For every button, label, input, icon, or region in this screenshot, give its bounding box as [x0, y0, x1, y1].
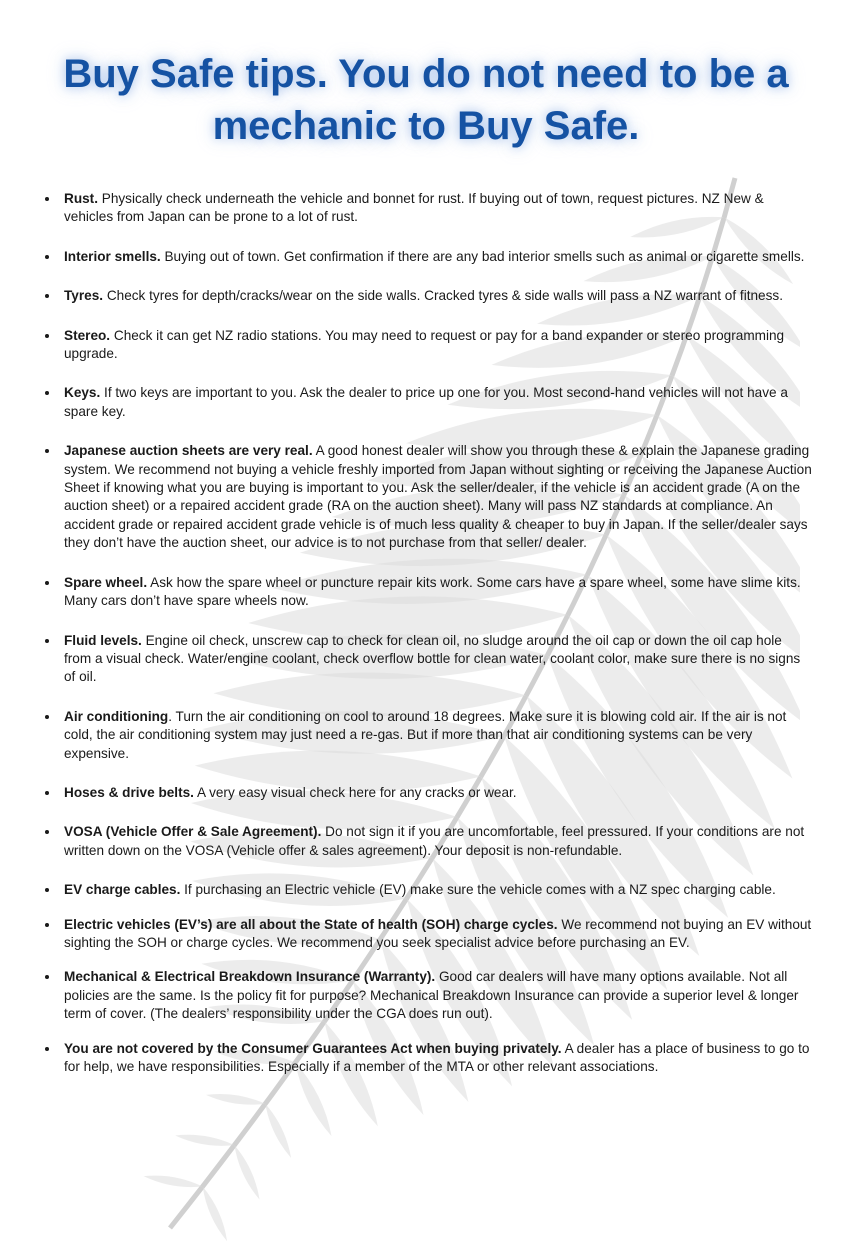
tip-heading: Hoses & drive belts.: [64, 784, 194, 800]
list-item: [45, 442, 812, 552]
tip-heading: Keys.: [64, 385, 101, 401]
list-item: [45, 574, 812, 611]
page-title: Buy Safe tips. You do not need to be a mechanic to Buy Safe.: [63, 52, 789, 148]
tip-body: Physically check underneath the vehicle and bonnet for rust. If buying out of town, request pictures. NZ New & vehicles from Japan can be prone to a lot of rust.: [64, 191, 764, 225]
list-item: [45, 916, 812, 953]
tip-body: If two keys are important to you. Ask the dealer to price up one for you. Most second-hand vehicles will not have a spare key.: [64, 385, 788, 419]
tip-body: Check it can get NZ radio stations. You may need to request or pay for a band expander or stereo programming upgrade.: [64, 327, 785, 362]
list-item: [45, 968, 812, 1023]
tip-heading: Fluid levels.: [64, 632, 142, 648]
tip-heading: Spare wheel.: [64, 574, 148, 590]
tips-list: [45, 190, 812, 1076]
tip-body: A good honest dealer will show you through these & explain the Japanese grading system. We recommend not buying a vehicle freshly imported from Japan without sighting or receiving the Japanese Auction Sheet if knowing what you are buying is important to you. Ask the seller/dealer, if the vehicle is an accident grade (A on the auction sheet) or a repaired accident grade (RA on the auction sheet). Many will pass NZ standards at compliance. An accident grade or repaired accident grade vehicle is of much less quality & cheaper to buy in Japan. If the seller/dealer says they don’t have the auction sheet, our advice is to not purchase from that seller/ dealer.: [64, 443, 812, 551]
tip-body: A dealer has a place of business to go to for help, we have responsibilities. Especially if a member of the MTA or other relevant associations.: [64, 1040, 810, 1074]
list-item: [45, 708, 812, 763]
tip-body: Do not sign it if you are uncomfortable, feel pressured. If your conditions are not written down on the VOSA (Vehicle offer & sales agreement). Your deposit is non-refundable.: [64, 824, 805, 858]
tip-body: Buying out of town. Get confirmation if there are any bad interior smells such as animal or cigarette smells.: [160, 248, 805, 264]
tip-body: A very easy visual check here for any cracks or wear.: [193, 784, 517, 800]
tip-heading: Electric vehicles (EV’s) are all about the State of health (SOH) charge cycles.: [64, 916, 558, 932]
list-item: [45, 327, 812, 364]
tip-heading: Japanese auction sheets are very real.: [64, 443, 313, 459]
tip-heading: Air conditioning: [64, 708, 169, 724]
list-item: [45, 248, 812, 266]
tip-heading: Mechanical & Electrical Breakdown Insurance (Warranty).: [64, 969, 436, 985]
list-item: [45, 190, 812, 227]
tip-body: Good car dealers will have many options available. Not all policies are the same. Is the policy fit for purpose? Mechanical Breakdown Insurance can provide a superior level & longer term of cover. (The dealers’ responsibility under the CGA does run out).: [64, 969, 799, 1022]
list-item: [45, 384, 812, 421]
tip-body: Check tyres for depth/cracks/wear on the side walls. Cracked tyres & side walls will pass a NZ warrant of fitness.: [103, 288, 783, 304]
tip-body: We recommend not buying an EV without sighting the SOH or charge cycles. We recommend you seek specialist advice before purchasing an EV.: [64, 916, 812, 950]
list-item: [45, 881, 812, 899]
list-item: [45, 287, 812, 305]
tip-heading: Rust.: [64, 191, 98, 206]
list-item: [45, 632, 812, 687]
tip-heading: EV charge cables.: [64, 882, 181, 898]
tip-heading: You are not covered by the Consumer Guarantees Act when buying privately.: [64, 1040, 562, 1056]
tip-heading: VOSA (Vehicle Offer & Sale Agreement).: [64, 824, 322, 840]
list-item: [45, 1040, 812, 1077]
tip-body: Engine oil check, unscrew cap to check for clean oil, no sludge around the oil cap or down the oil cap hole from a visual check. Water/engine coolant, check overflow bottle for clean water, coolant color, make sure there is no signs of oil.: [64, 632, 801, 685]
list-item: [45, 784, 812, 802]
tip-heading: Stereo.: [64, 327, 111, 343]
tip-body: If purchasing an Electric vehicle (EV) make sure the vehicle comes with a NZ spec charging cable.: [180, 882, 776, 898]
list-item: [45, 823, 812, 860]
tip-body: . Turn the air conditioning on cool to around 18 degrees. Make sure it is blowing cold air. If the air is not cold, the air conditioning system may just need a re-gas. But if more than that air conditioning systems can be very expensive.: [64, 708, 787, 761]
tip-heading: Interior smells.: [64, 248, 161, 264]
tip-body: Ask how the spare wheel or puncture repair kits work. Some cars have a spare wheel, some have slime kits. Many cars don’t have spare wheels now.: [64, 574, 801, 609]
tip-heading: Tyres.: [64, 288, 104, 304]
